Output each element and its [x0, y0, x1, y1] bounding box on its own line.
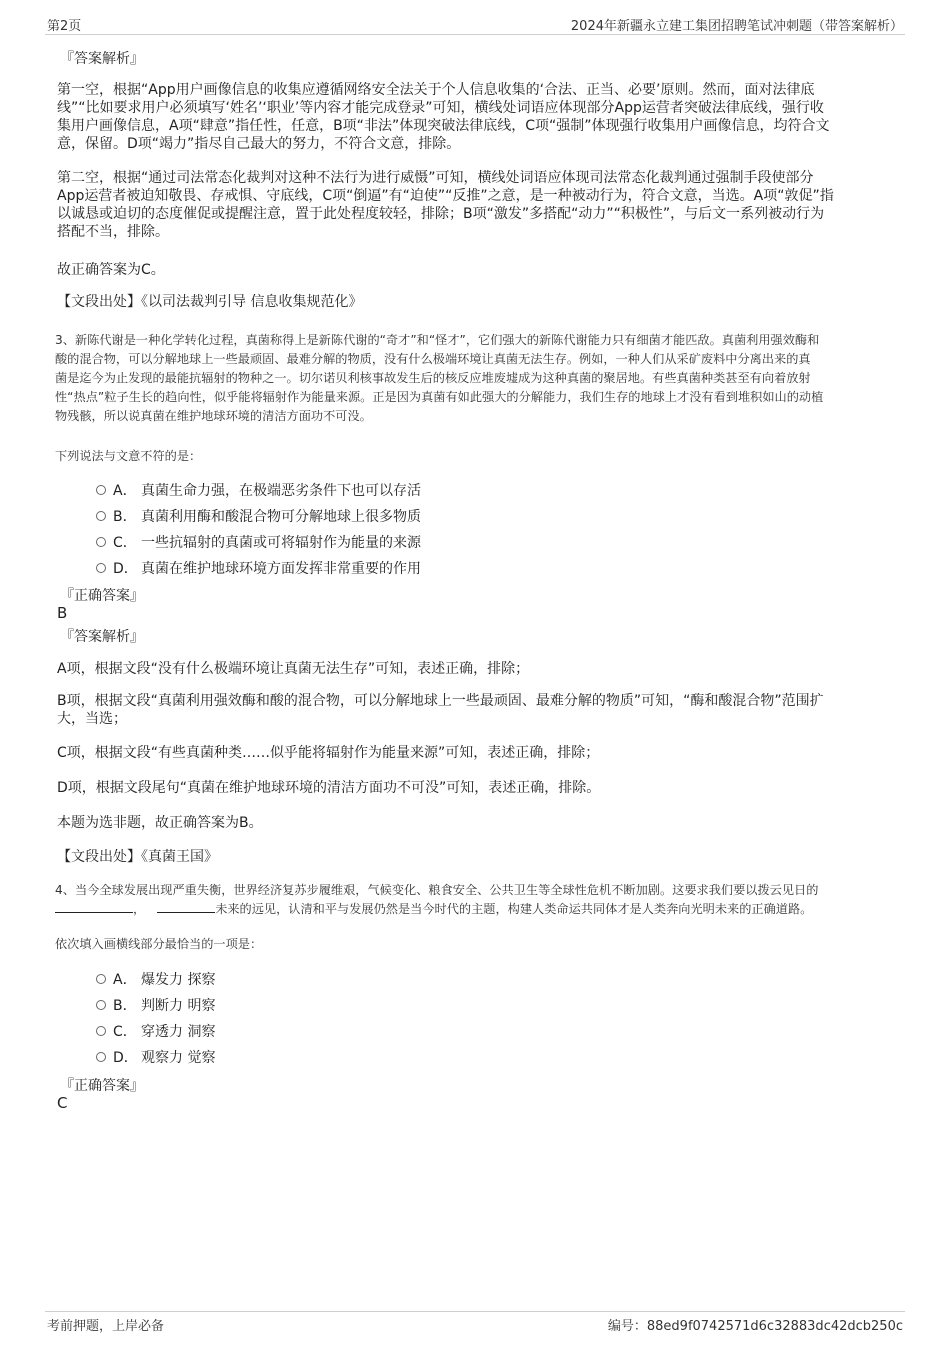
option-text: 观察力 觉察: [141, 1050, 216, 1066]
q3-question: 下列说法与文意不符的是：: [55, 449, 202, 463]
q4-option-a[interactable]: [96, 969, 215, 991]
q4-passage: [55, 881, 818, 919]
q2-conclusion: 故正确答案为C。: [57, 262, 165, 278]
q2-analysis-heading: 『答案解析』: [60, 51, 144, 67]
option-letter: D．: [113, 1050, 138, 1066]
text-line: 大，当选；: [57, 711, 127, 727]
text-line: B项，根据文段“真菌利用强效酶和酸的混合物，可以分解地球上一些最顽固、最难分解的物质”可知，“酶和酸混合物”范围扩: [57, 693, 824, 709]
document-title: 2024年新疆永立建工集团招聘笔试冲刺题（带答案解析）: [570, 19, 903, 34]
q3-analysis-c: C项，根据文段“有些真菌种类……似乎能将辐射作为能量来源”可知，表述正确，排除；: [57, 745, 600, 761]
document-code: 编号：88ed9f0742571d6c32883dc42dcb250c: [607, 1319, 903, 1334]
text-line: 第二空，根据“通过司法常态化裁判对这种不法行为进行威慑”可知，横线处词语应体现司法常态化裁判通过强制手段使部分: [57, 170, 814, 186]
q3-source: 【文段出处】《真菌王国》: [57, 849, 218, 865]
q3-option-c[interactable]: [96, 532, 421, 554]
option-text: 真菌在维护地球环境方面发挥非常重要的作用: [141, 561, 421, 577]
q3-option-a[interactable]: [96, 480, 421, 502]
option-letter: A．: [113, 483, 137, 499]
q3-analysis-b: [57, 692, 824, 728]
option-text: 爆发力 探察: [141, 972, 216, 988]
fill-blank-1: [55, 900, 133, 913]
q4-option-b[interactable]: [96, 995, 215, 1017]
page-header: [45, 14, 905, 35]
q3-option-d[interactable]: [96, 558, 421, 580]
q4-option-d[interactable]: [96, 1047, 215, 1069]
option-text: 判断力 明察: [141, 998, 216, 1014]
option-letter: A．: [113, 972, 137, 988]
radio-circle-icon[interactable]: [96, 511, 106, 521]
text-line: App运营者被迫知敬畏、存戒惧、守底线，C项“倒逼”有“迫使”“反推”之意，是一种被动行为，符合文意，当选。A项“敦促”指: [57, 188, 834, 204]
text-line: 第一空，根据“App用户画像信息的收集应遵循网络安全法关于个人信息收集的‘合法、正当、必要’原则。然而，面对法律底: [57, 82, 815, 98]
text-line: 线”“比如要求用户必须填写‘姓名’‘职业’等内容才能完成登录”可知，横线处词语应体现部分App运营者突破法律底线，强行收: [57, 100, 824, 116]
option-letter: B．: [113, 998, 137, 1014]
q2-analysis-paragraph-2: [57, 169, 834, 241]
radio-circle-icon[interactable]: [96, 537, 106, 547]
q2-source: 【文段出处】《以司法裁判引导 信息收集规范化》: [57, 294, 363, 310]
text-line: 意，保留。D项“竭力”指尽自己最大的努力，不符合文意，排除。: [57, 136, 461, 152]
text-line: 物残骸，所以说真菌在维护地球环境的清洁方面功不可没。: [55, 409, 372, 423]
footer-slogan: 考前押题，上岸必备: [47, 1319, 165, 1334]
q3-passage: [55, 331, 823, 426]
q3-analysis-heading: 『答案解析』: [60, 629, 144, 645]
option-text: 一些抗辐射的真菌或可将辐射作为能量的来源: [141, 535, 421, 551]
q3-option-b[interactable]: [96, 506, 421, 528]
option-letter: C．: [113, 535, 137, 551]
radio-circle-icon[interactable]: [96, 1026, 106, 1036]
text-line: 菌是迄今为止发现的最能抗辐射的物种之一。切尔诺贝利核事故发生后的核反应堆废墟成为这种真菌的聚居地。有些真菌种类甚至有向着放射: [55, 371, 811, 385]
q4-option-c[interactable]: [96, 1021, 215, 1043]
fill-blank-2: [157, 900, 215, 913]
radio-circle-icon[interactable]: [96, 974, 106, 984]
q3-analysis-d: D项，根据文段尾句“真菌在维护地球环境的清洁方面功不可没”可知，表述正确，排除。: [57, 780, 601, 796]
option-letter: C．: [113, 1024, 137, 1040]
q3-answer-value: B: [57, 604, 68, 622]
q3-conclusion: 本题为选非题，故正确答案为B。: [57, 815, 263, 831]
q2-analysis-paragraph-1: [57, 81, 829, 153]
option-text: 真菌生命力强，在极端恶劣条件下也可以存活: [141, 483, 421, 499]
q3-answer-heading: 『正确答案』: [60, 588, 144, 604]
q4-answer-value: C: [57, 1094, 68, 1112]
option-text: 穿透力 洞察: [141, 1024, 216, 1040]
text-line: 搭配不当，排除。: [57, 224, 169, 240]
text-line: 性“热点”粒子生长的趋向性，似乎能将辐射作为能量来源。正是因为真菌有如此强大的分解能力，我们生存的地球上才没有看到堆积如山的动植: [55, 390, 824, 404]
radio-circle-icon[interactable]: [96, 1000, 106, 1010]
q4-answer-heading: 『正确答案』: [60, 1078, 144, 1094]
text-line: 3、新陈代谢是一种化学转化过程，真菌称得上是新陈代谢的“奇才”和“怪才”，它们强大的新陈代谢能力只有细菌才能匹敌。真菌利用强效酶和: [55, 333, 820, 347]
option-letter: D．: [113, 561, 138, 577]
q4-question: 依次填入画横线部分最恰当的一项是：: [55, 937, 263, 951]
radio-circle-icon[interactable]: [96, 485, 106, 495]
radio-circle-icon[interactable]: [96, 563, 106, 573]
page-number: 第2页: [47, 19, 82, 34]
text-line-with-blanks: [55, 900, 818, 919]
text-line: 酸的混合物，可以分解地球上一些最顽固、最难分解的物质，没有什么极端环境让真菌无法生存。例如，一种人们从采矿废料中分离出来的真: [55, 352, 811, 366]
page-footer: [45, 1311, 905, 1334]
text-line: 以诚恳或迫切的态度催促或提醒注意，置于此处程度较轻，排除；B项“激发”多搭配“动力”“积极性”，与后文一系列被动行为: [57, 206, 825, 222]
option-text: 真菌利用酶和酸混合物可分解地球上很多物质: [141, 509, 421, 525]
option-letter: B．: [113, 509, 137, 525]
text-rest: 未来的远见，认清和平与发展仍然是当今时代的主题，构建人类命运共同体才是人类奔向光明未来的正确道路。: [215, 902, 813, 916]
text-line: 集用户画像信息，A项“肆意”指任性，任意，B项“非法”体现突破法律底线，C项“强制”体现强行收集用户画像信息，均符合文: [57, 118, 830, 134]
blank-separator: ，: [133, 902, 146, 916]
q3-analysis-a: A项，根据文段“没有什么极端环境让真菌无法生存”可知，表述正确，排除；: [57, 661, 530, 677]
radio-circle-icon[interactable]: [96, 1052, 106, 1062]
text-line: 4、当今全球发展出现严重失衡，世界经济复苏步履维艰，气候变化、粮食安全、公共卫生等全球性危机不断加剧。这要求我们要以拨云见日的: [55, 883, 819, 897]
